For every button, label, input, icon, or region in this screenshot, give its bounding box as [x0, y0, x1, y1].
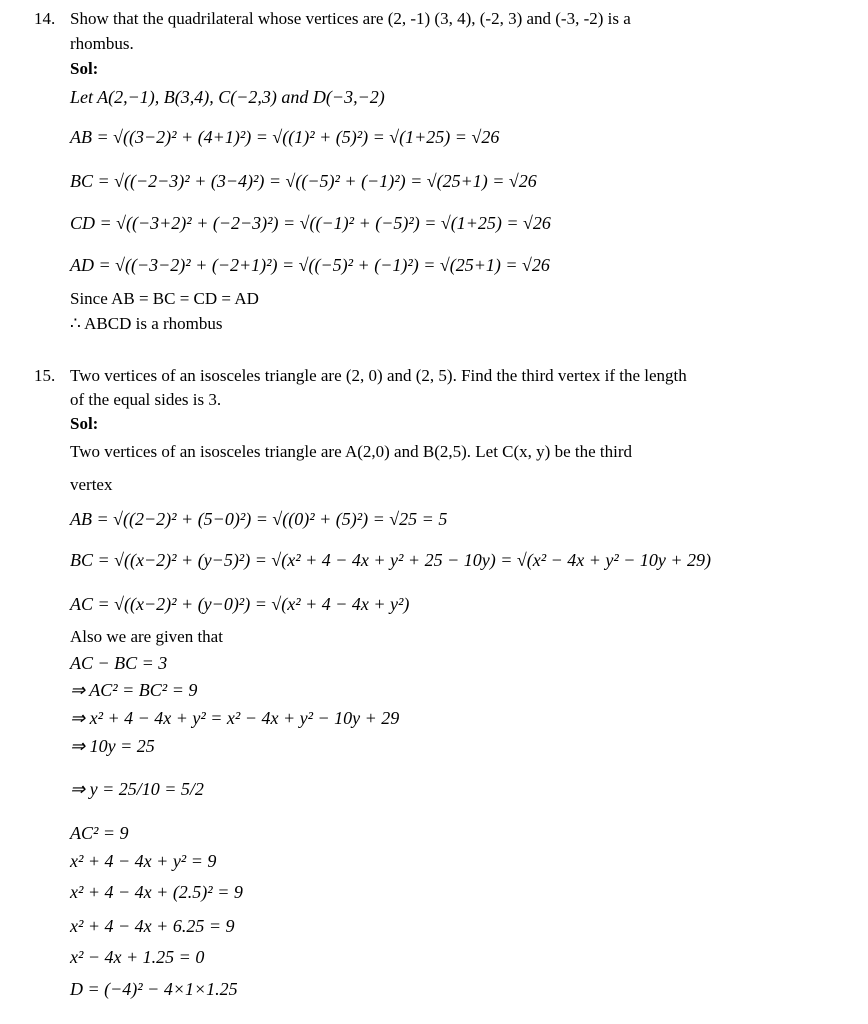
q15-step-8: x² + 4 − 4x + (2.5)² = 9 [70, 882, 243, 902]
q14-let-line: Let A(2,−1), B(3,4), C(−2,3) and D(−3,−2) [70, 87, 385, 107]
q15-step-9: x² + 4 − 4x + 6.25 = 9 [70, 916, 235, 936]
q15-intro-line: Two vertices of an isosceles triangle are A(2,0) and B(2,5). Let C(x, y) be the third [70, 442, 632, 461]
q15-step-11: D = (−4)² − 4×1×1.25 [70, 979, 238, 999]
q15-step-3: ⇒ x² + 4 − 4x + y² = x² − 4x + y² − 10y + 29 [70, 708, 400, 728]
q15-number: 15. [34, 366, 56, 385]
q15-step-5: ⇒ y = 25/10 = 5/2 [70, 779, 204, 799]
q15-step-2: ⇒ AC² = BC² = 9 [70, 680, 198, 700]
q15-sol-label: Sol: [70, 414, 99, 433]
q15-given-line: Also we are given that [70, 627, 223, 646]
q15-vertex-word: vertex [70, 475, 113, 494]
q14-cd-eq: CD = √((−3+2)² + (−2−3)²) = √((−1)² + (−5)²) = √(1+25) = √26 [70, 213, 551, 233]
q14-conclusion: ∴ ABCD is a rhombus [70, 314, 223, 333]
q15-text-line2: of the equal sides is 3. [70, 390, 222, 409]
q15-step-6: AC² = 9 [70, 823, 129, 843]
q14-sol-label: Sol: [70, 59, 99, 78]
q15-step-4: ⇒ 10y = 25 [70, 736, 155, 756]
q15-ab-eq: AB = √((2−2)² + (5−0)²) = √((0)² + (5)²) = √25 = 5 [70, 509, 448, 529]
q14-bc-eq: BC = √((−2−3)² + (3−4)²) = √((−5)² + (−1)²) = √(25+1) = √26 [70, 171, 537, 191]
q14-text-line1: Show that the quadrilateral whose vertices are (2, -1) (3, 4), (-2, 3) and (-3, -2) is a [70, 9, 631, 28]
q15-step-10: x² − 4x + 1.25 = 0 [70, 947, 205, 967]
q14-number: 14. [34, 9, 56, 28]
q15-step-7: x² + 4 − 4x + y² = 9 [70, 851, 217, 871]
q15-bc-eq: BC = √((x−2)² + (y−5)²) = √(x² + 4 − 4x + y² + 25 − 10y) = √(x² − 4x + y² − 10y + 29) [70, 550, 712, 570]
q14-ad-eq: AD = √((−3−2)² + (−2+1)²) = √((−5)² + (−1)²) = √(25+1) = √26 [70, 255, 550, 275]
q14-text-line2: rhombus. [70, 34, 134, 53]
q14-ab-eq: AB = √((3−2)² + (4+1)²) = √((1)² + (5)²) = √(1+25) = √26 [70, 127, 500, 147]
q15-ac-eq: AC = √((x−2)² + (y−0)²) = √(x² + 4 − 4x + y²) [70, 594, 410, 614]
q15-text-line1: Two vertices of an isosceles triangle are (2, 0) and (2, 5). Find the third vertex if the length [70, 366, 687, 385]
q15-step-1: AC − BC = 3 [70, 653, 168, 673]
q14-since-line: Since AB = BC = CD = AD [70, 289, 259, 308]
